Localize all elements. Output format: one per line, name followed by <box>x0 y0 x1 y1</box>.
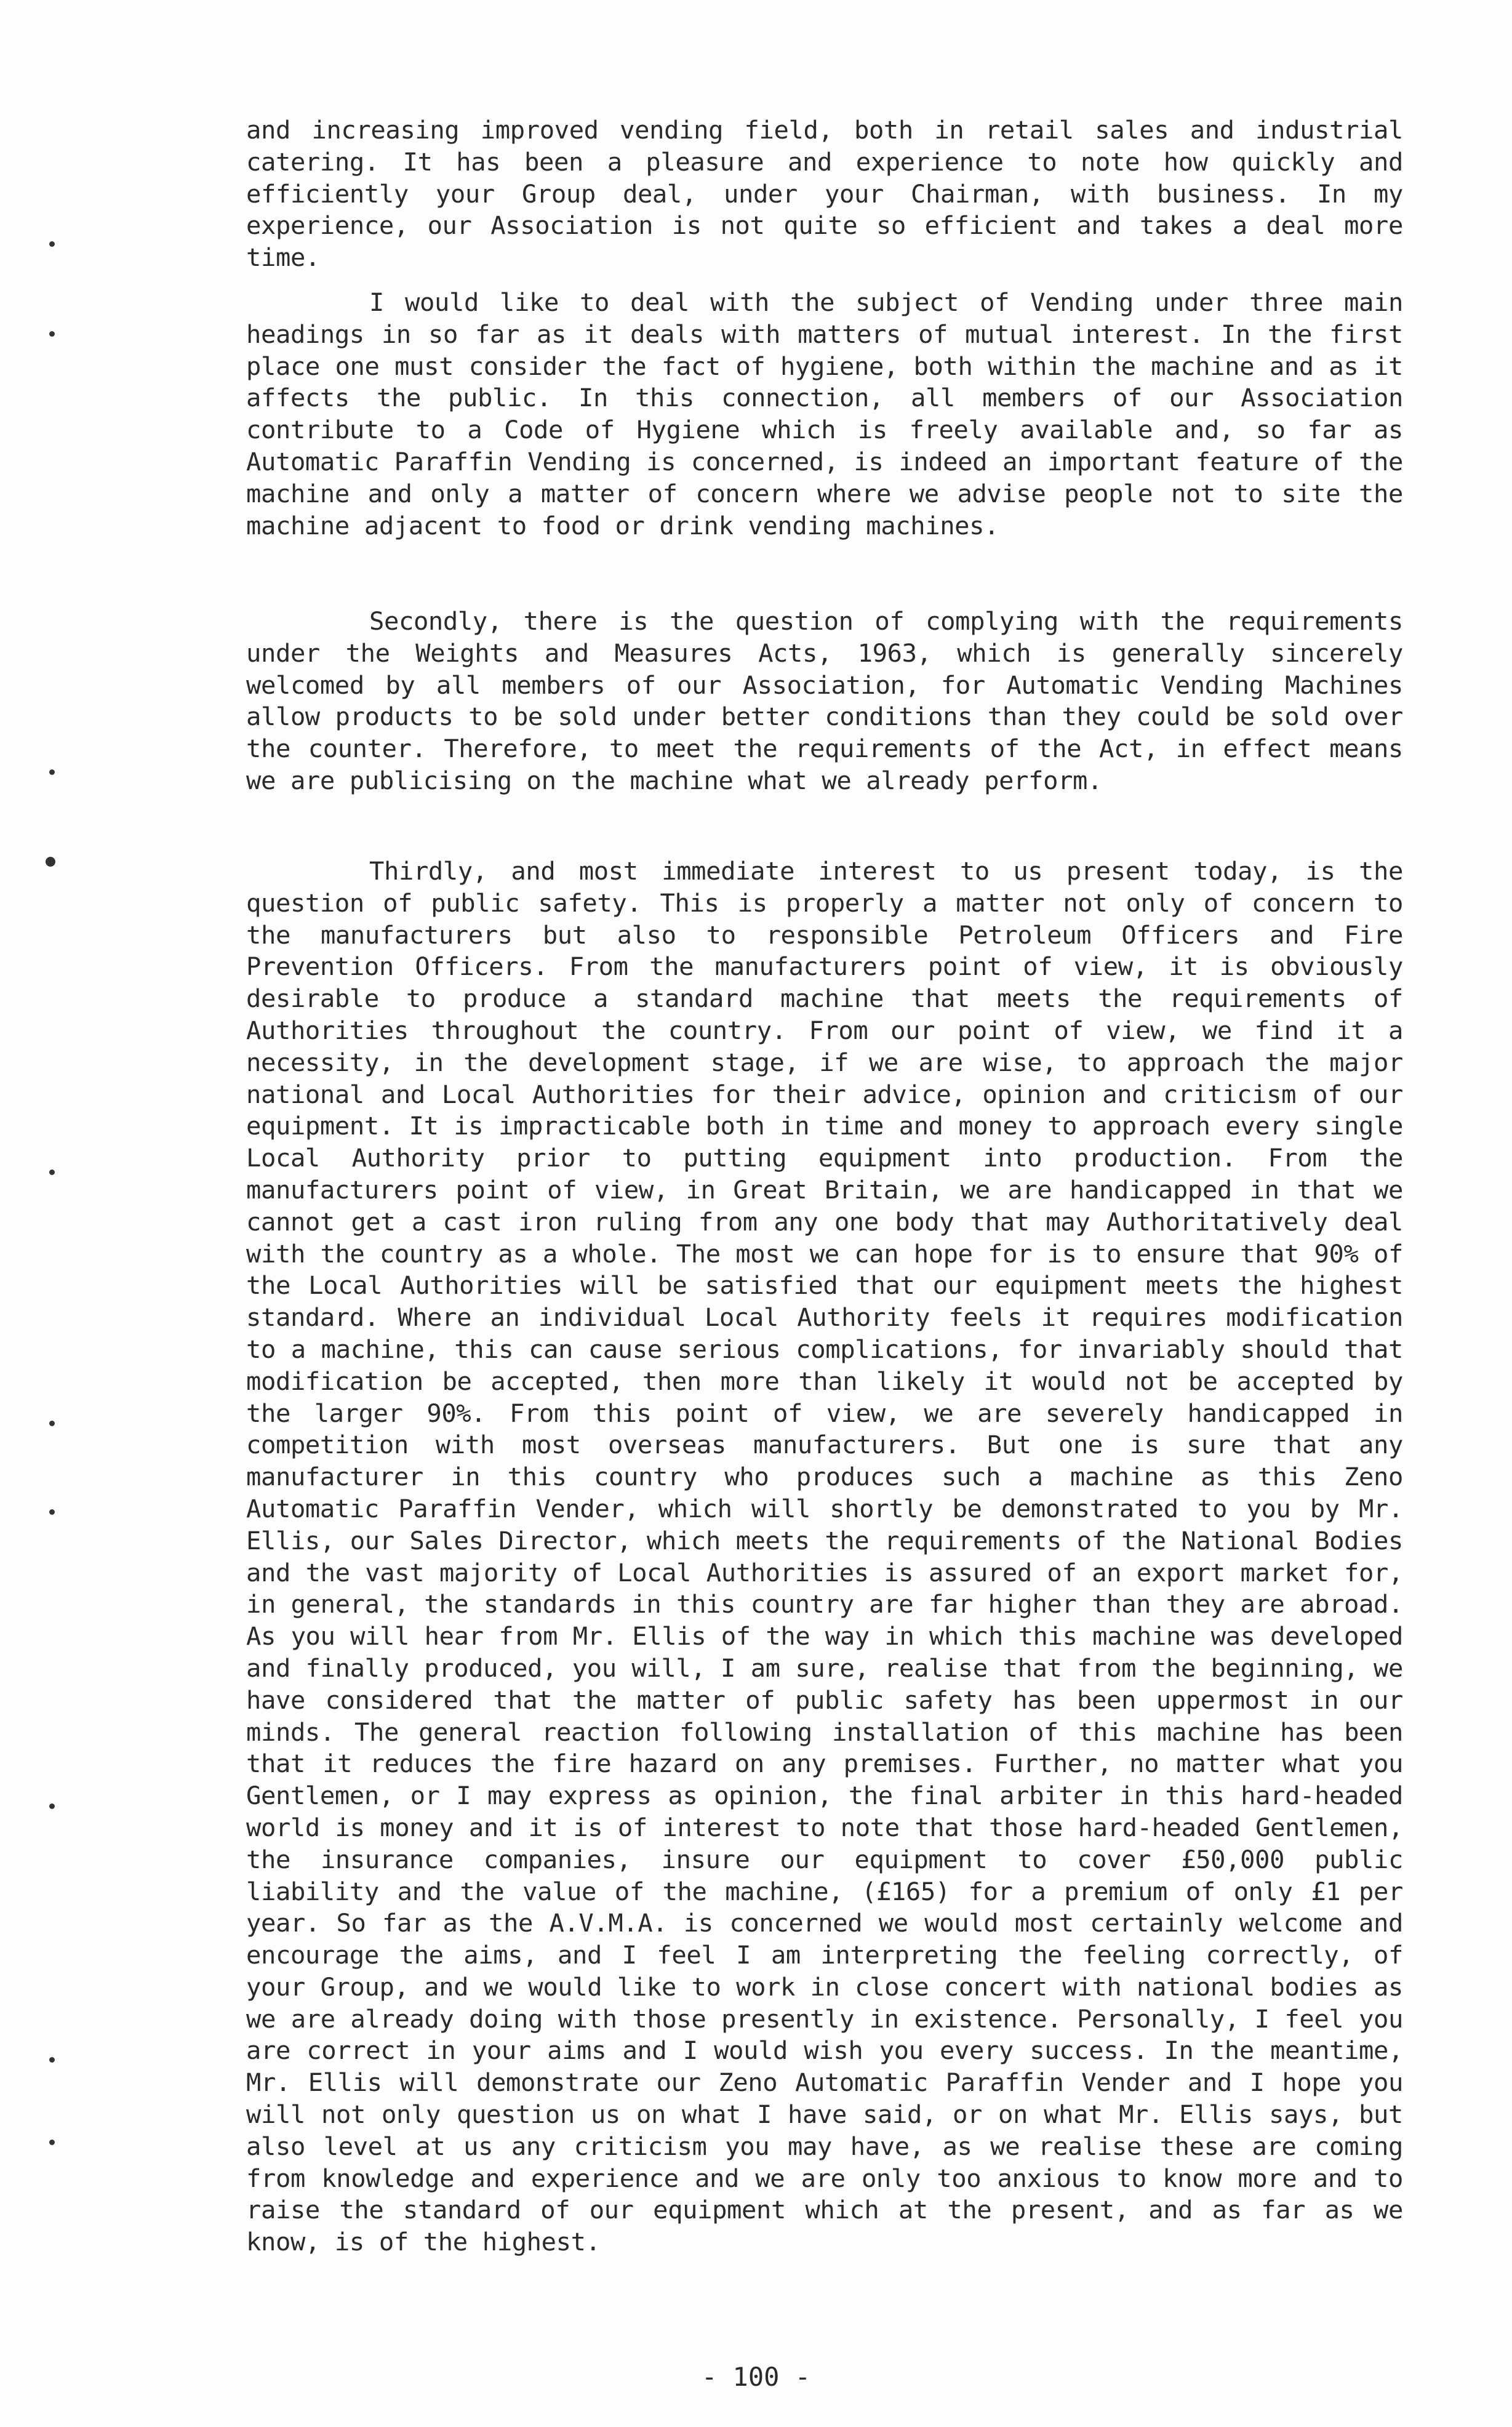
text-block <box>246 856 1403 2258</box>
margin-mark <box>49 1169 55 1175</box>
paragraph-weights-and-measures: Secondly, there is the question of complying with the requirements under the Weights and Measures Acts, 1963, which is generally sincerely welcomed by all members of our Association, for Automatic Vending Machines allow products to be sold under better conditions than they could be sold over the counter. Therefore, to meet the requirements of the Act, in effect means we are publicising on the machine what we already perform. <box>246 606 1403 795</box>
text-block <box>246 114 1403 274</box>
margin-mark <box>49 331 55 337</box>
text-block <box>246 606 1403 797</box>
margin-mark <box>49 2057 55 2063</box>
paragraph-hygiene: I would like to deal with the subject of Vending under three main headings in so far as it deals with matters of mutual interest. In the first place one must consider the fact of hygiene, both within the machine and as it affects the public. In this connection, all members of our Association contribute to a Code of Hygiene which is freely available and, so far as Automatic Paraffin Vending is concerned, is indeed an important feature of the machine and only a matter of concern where we advise people not to site the machine adjacent to food or drink vending machines. <box>246 287 1403 540</box>
paragraph-continuation: and increasing improved vending field, both in retail sales and industrial catering. It has been a pleasure and experience to note how quickly and efficiently your Group deal, under your Chairman, with business. In my experience, our Association is not quite so efficient and takes a deal more time. <box>246 115 1403 273</box>
margin-mark <box>49 769 55 775</box>
margin-mark <box>46 857 55 867</box>
page-number: - 100 - <box>701 2362 810 2392</box>
margin-mark <box>49 241 55 247</box>
paragraph-public-safety: Thirdly, and most immediate interest to us present today, is the question of public safety. This is properly a matter not only of concern to the manufacturers but also to responsible Petroleum Officers and Fire Prevention Officers. From the manufacturers point of view, it is obviously desirable to produce a standard machine that meets the requirements of Authorities throughout the country. From our point of view, we find it a necessity, in the development stage, if we are wise, to approach the major national and Local Authorities for their advice, opinion and criticism of our equipment. It is impracticable both in time and money to approach every single Local Authority prior to putting equipment into production. From the manufacturers point of view, in Great Britain, we are handicapped in that we cannot get a cast iron ruling from any one body that may Authoritatively deal with the country as a whole. The most we can hope for is to ensure that 90% of the Local Authorities will be satisfied that our equipment meets the highest standard. Where an individual Local Authority feels it requires modification to a machine, this can cause serious complications, for invariably should that modification be accepted, then more than likely it would not be accepted by the larger 90%. From this point of view, we are severely handicapped in competition with most overseas manufacturers. But one is sure that any manufacturer in this country who produces such a machine as this Zeno Automatic Paraffin Vender, which will shortly be demonstrated to you by Mr. Ellis, our Sales Director, which meets the requirements of the National Bodies and the vast majority of Local Authorities is assured of an export market for, in general, the standards in this country are far higher than they are abroad. As you will hear from Mr. Ellis of the way in which this machine was developed and finally produced, you will, I am sure, realise that from the beginning, we have considered that the matter of public safety has been uppermost in our minds. The general reaction following installation of this machine has been that it reduces the fire hazard on any premises. Further, no matter what you Gentlemen, or I may express as opinion, the final arbiter in this hard-headed world is money and it is of interest to note that those hard-headed Gentlemen, the insurance companies, insure our equipment to cover £50,000 public liability and the value of the machine, (£165) for a premium of only £1 per year. So far as the A.V.M.A. is concerned we would most certainly welcome and encourage the aims, and I feel I am interpreting the feeling correctly, of your Group, and we would like to work in close concert with national bodies as we are already doing with those presently in existence. Personally, I feel you are correct in your aims and I would wish you every success. In the meantime, Mr. Ellis will demonstrate our Zeno Automatic Paraffin Vender and I hope you will not only question us on what I have said, or on what Mr. Ellis says, but also level at us any criticism you may have, as we realise these are coming from knowledge and experience and we are only too anxious to know more and to raise the standard of our equipment which at the present, and as far as we know, is of the highest. <box>246 856 1403 2257</box>
text-block <box>246 287 1403 542</box>
margin-mark <box>49 1803 55 1809</box>
margin-mark <box>49 1509 55 1515</box>
margin-mark <box>49 2140 55 2145</box>
margin-mark <box>49 1421 55 1426</box>
